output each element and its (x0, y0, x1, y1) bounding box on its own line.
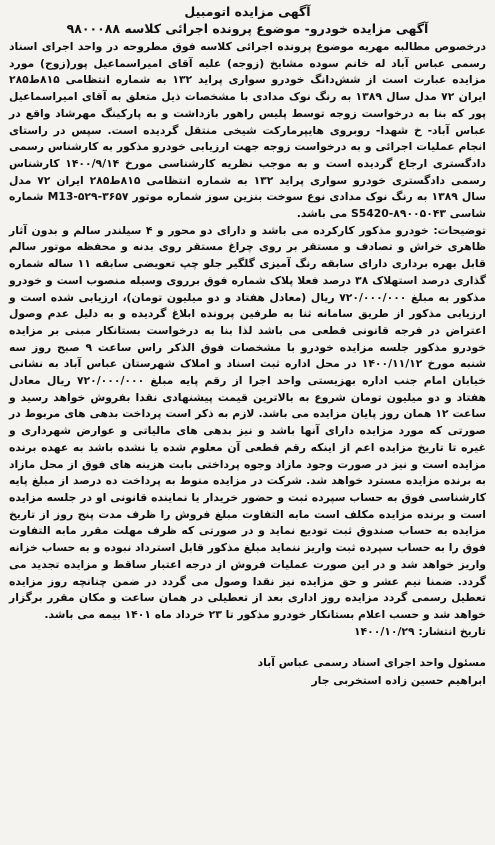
signature-title: مسئول واحد اجرای اسناد رسمی عباس آباد (257, 656, 486, 670)
notice-subtitle: آگهی مزایده خودرو- موضوع پرونده اجرائی کلاسه ۹۸۰۰۰۸۸ (66, 21, 429, 36)
notice-paragraph-1: درخصوص مطالبه مهریه موضوع پرونده اجرائی کلاسه فوق مطروحه در واحد اجرای اسناد رسمی عباس آباد له خانم سوده مشایخ (زوجه) علیه آقای امیراسماعیل پور(زوج) مورد مزایده عبارت است از شش‌دانگ خودرو سواری پراید ۱۳۲ به شماره انتظامی ۸۱۵ط۲۸۵ ایران ۷۲ مدل سال ۱۳۸۹ به رنگ نوک مدادی با مشخصات ذیل متعلق به آقای امیراسماعیل پور که بنا به درخواست زوجه توسط پلیس راهور بازداشت و به پارکینگ مهرشاد واقع در عباس آباد- خ شهدا- روبروی هایپرمارکت شیخی منتقل گردیده است. سپس در راستای انجام عملیات اجرائی و به درخواست زوجه جهت ارزیابی خودرو مذکور به کارشناس رسمی دادگستری ارجاع گردیده است و به موجب نظریه کارشناسی مورخ ۱۴۰۰/۹/۱۴ کارشناس رسمی دادگستری خودرو سواری پراید ۱۳۲ به شماره انتظامی ۸۱۵ط۲۸۵ ایران ۷۲ مدل سال ۱۳۸۹ به رنگ نوک مدادی نوع سوخت بنزین سوز شماره موتور M13-۵۲۹-۳۶۵۷ شماره شاسی ۸۹۰۰۵۰۴۳-S5420 می باشد. (9, 40, 486, 221)
notice-title: آگهی مزایده اتومبیل (184, 4, 311, 19)
publication-date: تاریخ انتشار: ۱۴۰۰/۱۰/۲۹ (353, 624, 486, 638)
signature-block (9, 654, 486, 690)
notice-body (9, 39, 486, 624)
signature-name: ابراهیم حسین زاده استخربی جار (311, 674, 486, 688)
notice-paragraph-2: توضیحات: خودرو مذکور کارکرده می باشد و دارای دو محور و ۴ سیلندر سالم و بدون آثار ظاهری خراش و تصادف و مستقر بر روی چراغ مستقر روی بدنه و محفظه موتور سالم قابل بهره برداری دارای سابقه رنگ آمیزی گلگیر جلو چپ تعویضی سابقه ۱۱ ساله شماره گذاری درصد استهلاک ۳۸ درصد فعلا پلاک شماره فوق برروی وسیله منصوب است و خودرو مذکور به مبلغ ۷۲۰/۰۰۰/۰۰۰ ریال (معادل هفتاد و دو میلیون تومان)، ارزیابی شده است و ارزیابی مذکور از طریق سامانه ثنا به طرفین پرونده ابلاغ گردیده و به دلیل عدم وصول اعتراض در فرجه قانونی قطعی می باشد لذا بنا به درخواست بستانکار مبنی بر مزایده خودرو مذکور جلسه مزایده خودرو با مشخصات فوق الذکر راس ساعت ۹ صبح روز سه شنبه مورخ ۱۴۰۰/۱۱/۱۲ در محل اداره ثبت اسناد و املاک شهرستان عباس آباد به نشانی خیابان امام جنب اداره بهزیستی واحد اجرا از رقم پایه مبلغ ۷۲۰/۰۰۰/۰۰۰ ریال معادل هفتاد و دو میلیون تومان شروع به بالاترین قیمت پیشنهادی نقدا بفروش خواهد رسید و ساعت ۱۲ همان روز پایان مزایده می باشد. لازم به ذکر است پرداخت بدهی های مربوط در صورتی که مورد مزایده دارای آنها باشد و نیز بدهی های مالیاتی و عوارض شهرداری و غیره تا تاریخ مزایده اعم از اینکه رقم قطعی آن معلوم شده یا نشده باشد به عهده برنده مزایده است و نیز در صورت وجود مازاد وجوه پرداختی بابت هزینه های فوق از محل مازاد به برنده مزایده مسترد خواهد شد. شرکت در مزایده منوط به پرداخت ده درصد از مبلغ پایه کارشناسی فوق به حساب سپرده ثبت و حضور خریدار یا نماینده قانونی او در جلسه مزایده است و برنده مزایده مکلف است مابه التفاوت مبلغ فروش را ظرف مدت پنج روز از تاریخ مزایده به حساب صندوق ثبت تودیع نماید و در صورتی که ظرف مهلت مقرر مابه التفاوت فوق را به حساب سپرده ثبت واریز ننماید مبلغ مذکور قابل استرداد نبوده و به حساب خزانه واریز خواهد شد و در این صورت عملیات فروش از درجه اعتبار ساقط و مزایده تجدید می گردد. ضمنا نیم عشر و حق مزایده نیز نقدا وصول می گردد در ضمن چنانچه روز مزایده تعطیل رسمی گردد مزایده روز اداری بعد از تعطیلی در همان ساعت و مکان مقرر برگزار خواهد شد و حسب اعلام بستانکار خودرو مذکور تا ۲۳ خرداد ماه ۱۴۰۱ بیمه می باشد. (9, 223, 487, 621)
